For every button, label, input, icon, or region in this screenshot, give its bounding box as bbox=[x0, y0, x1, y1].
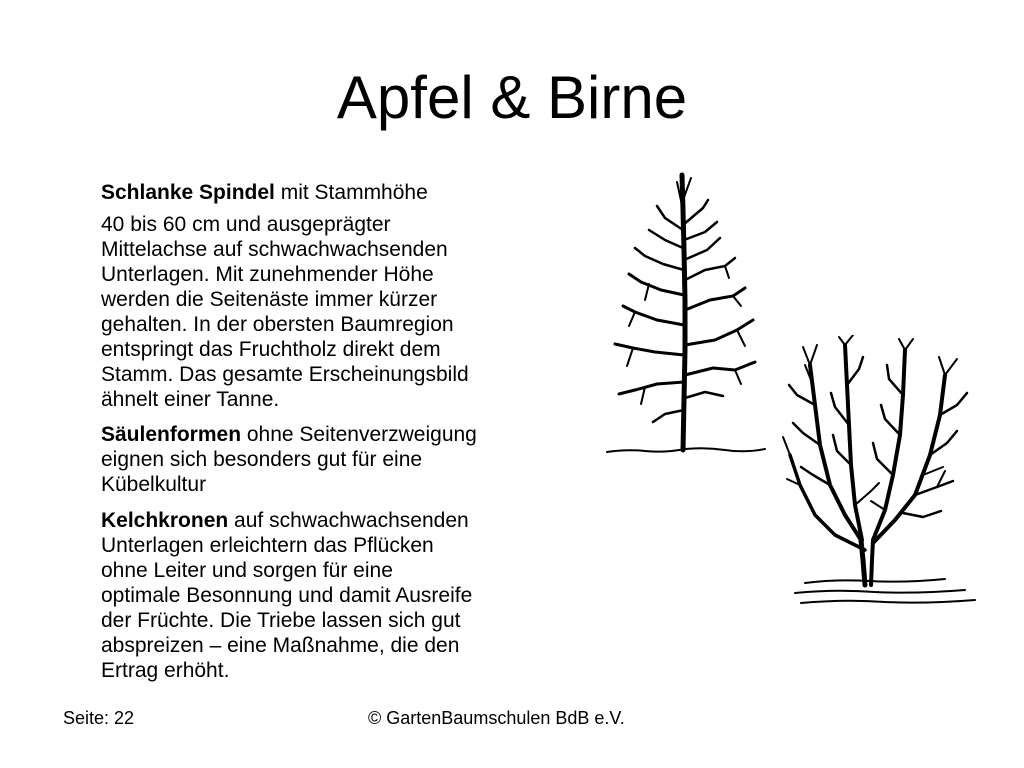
term-kelchkronen: Kelchkronen bbox=[101, 509, 229, 532]
term-spindle: Schlanke Spindel bbox=[101, 181, 275, 204]
term-saeulenformen: Säulenformen bbox=[101, 423, 242, 446]
paragraph-spindle-description: 40 bis 60 cm und ausgeprägter Mittelachse auf schwachwachsenden Unterlagen. Mit zunehmender Höhe werden die Seitenäste immer kürzer gehalten. In der obersten Baumregion entspringt das Fruchtholz direkt dem Stamm. Das gesamte Erscheinungsbild ähnelt einer Tanne. bbox=[101, 213, 469, 411]
slide-title: Apfel & Birne bbox=[336, 64, 688, 131]
paragraph-spindle-heading: Schlanke Spindel mit Stammhöhe bbox=[101, 181, 428, 204]
copyright-notice: © GartenBaumschulen BdB e.V. bbox=[368, 708, 625, 728]
page-number: Seite: 22 bbox=[63, 708, 135, 728]
spindle-tree-illustration bbox=[605, 170, 770, 460]
paragraph-saeulenformen: Säulenformen ohne Seitenverzweigung eignen sich besonders gut für eine Kübelkultur bbox=[101, 423, 477, 496]
slide-body bbox=[101, 180, 571, 683]
vase-tree-illustration bbox=[775, 335, 980, 615]
paragraph-kelchkronen: Kelchkronen auf schwachwachsenden Unterlagen erleichtern das Pflücken ohne Leiter und sorgen für eine optimale Besonnung und damit Ausreife der Früchte. Die Triebe lassen sich gut abspreizen – eine Maßnahme, die den Ertrag erhöht. bbox=[101, 509, 473, 682]
